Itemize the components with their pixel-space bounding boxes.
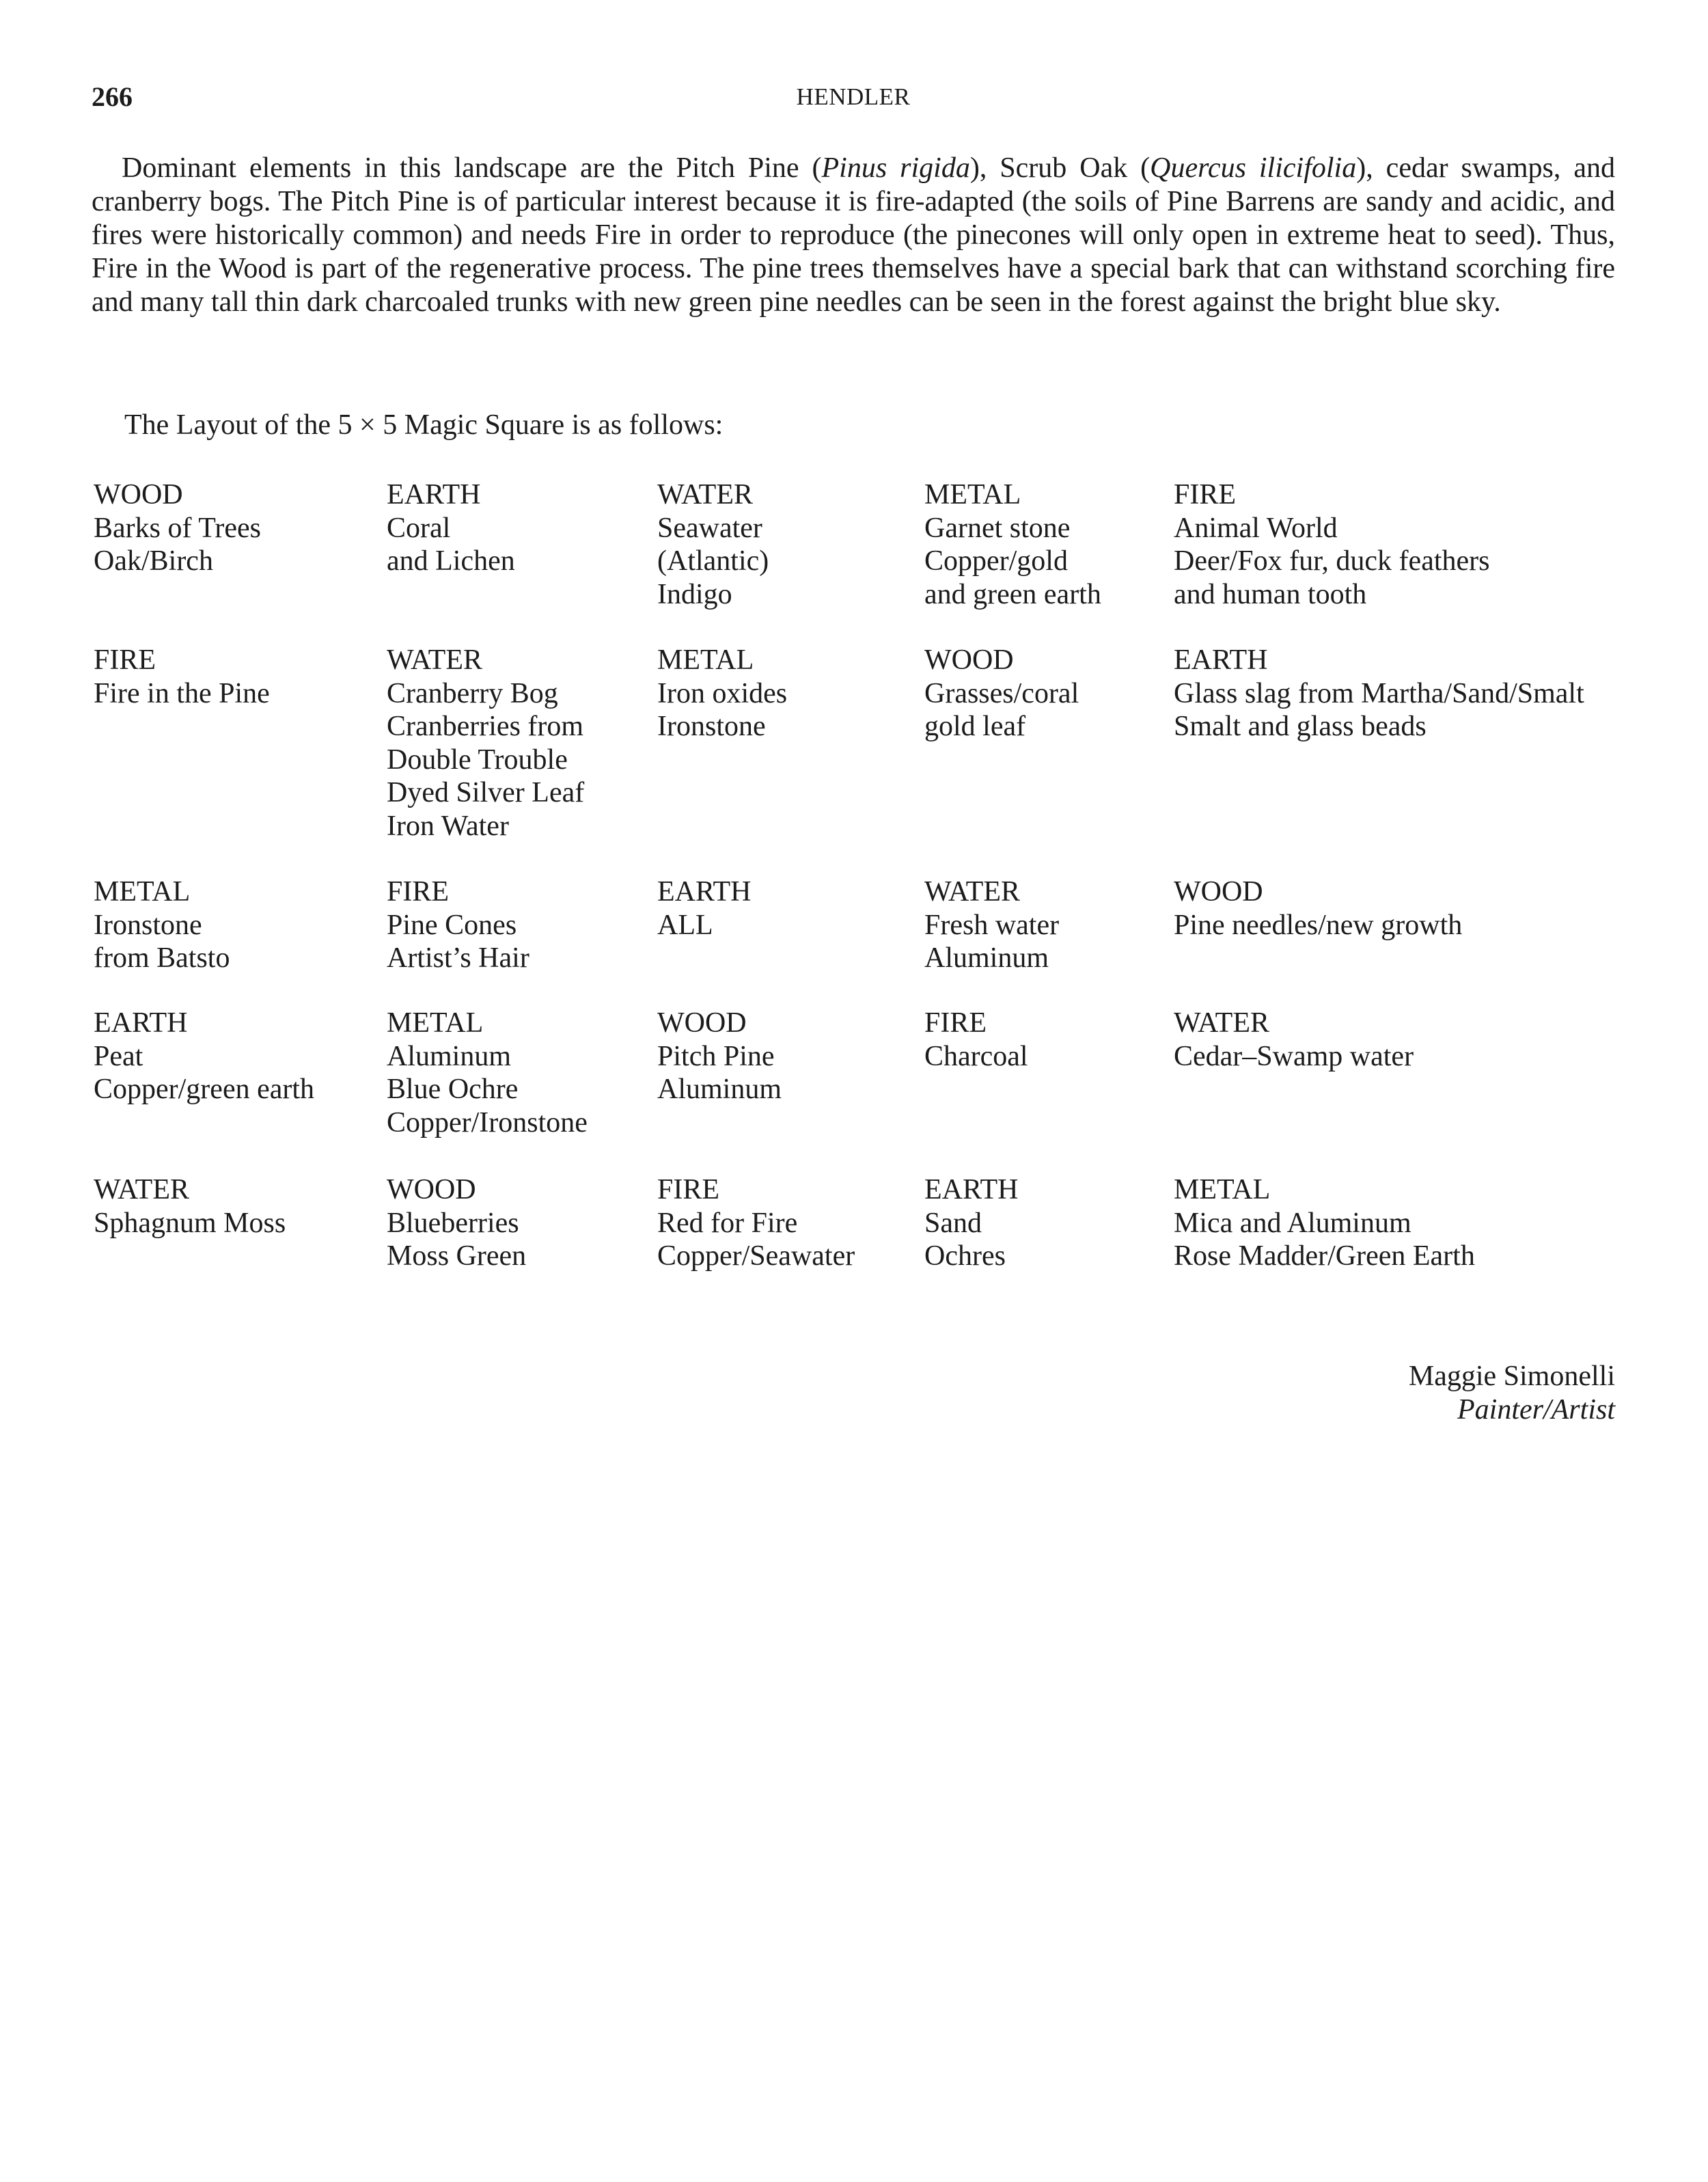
magic-square-cell (1174, 644, 1584, 744)
cell-element-heading: FIRE (657, 1174, 720, 1205)
oak-latin-name: Quercus ilicifolia (1150, 152, 1357, 184)
cell-material-line: Garnet stone (924, 512, 1071, 544)
cell-material-line: Copper/green earth (94, 1074, 315, 1105)
cell-material-line: Cedar–Swamp water (1174, 1040, 1414, 1072)
author-name: Maggie Simonelli (1408, 1361, 1615, 1392)
magic-square-cell (94, 478, 261, 578)
cell-material-line: Ochres (924, 1240, 1006, 1272)
cell-material-line: Copper/Ironstone (387, 1106, 588, 1138)
cell-material-line: Sand (924, 1207, 982, 1239)
cell-material-line: Iron Water (387, 810, 509, 842)
cell-material-line: Aluminum (924, 942, 1049, 974)
paragraph-text-1: Dominant elements in this landscape are the Pitch Pine ( (122, 152, 822, 184)
cell-material-line: Ironstone (657, 711, 766, 742)
cell-material-line: Ironstone (94, 909, 202, 941)
magic-square-cell (1174, 1007, 1414, 1073)
page-header (92, 81, 1615, 122)
cell-material-line: Aluminum (387, 1040, 512, 1072)
cell-material-line: gold leaf (924, 711, 1026, 742)
magic-square-cell (657, 644, 787, 744)
cell-material-line: Blueberries (387, 1207, 519, 1239)
cell-material-line: and green earth (924, 578, 1101, 610)
magic-square-cell (94, 1007, 314, 1106)
cell-material-line: Iron oxides (657, 677, 788, 709)
cell-material-line: from Batsto (94, 942, 230, 974)
magic-square-cell (657, 1007, 782, 1106)
pine-latin-name: Pinus rigida (821, 152, 970, 184)
cell-material-line: Dyed Silver Leaf (387, 777, 585, 808)
cell-material-line: Double Trouble (387, 744, 568, 776)
cell-element-heading: FIRE (94, 644, 156, 676)
running-head: HENDLER (796, 83, 911, 110)
paragraph-text-2: ), Scrub Oak ( (969, 152, 1151, 184)
cell-element-heading: FIRE (1174, 479, 1237, 510)
cell-material-line: Pitch Pine (657, 1040, 775, 1072)
magic-square-cell (924, 644, 1079, 744)
cell-material-line: Glass slag from Martha/Sand/Smalt (1174, 677, 1584, 709)
magic-square-cell (924, 1173, 1018, 1273)
magic-square-cell (924, 875, 1059, 975)
cell-element-heading: EARTH (657, 876, 752, 908)
magic-square-cell (387, 644, 584, 843)
cell-element-heading: WOOD (924, 644, 1014, 676)
cell-element-heading: EARTH (94, 1007, 188, 1039)
cell-material-line: Grasses/coral (924, 677, 1079, 709)
magic-square-cell (387, 1007, 588, 1139)
cell-material-line: Fire in the Pine (94, 677, 270, 709)
cell-material-line: Moss Green (387, 1240, 527, 1272)
page-number: 266 (92, 81, 133, 112)
cell-material-line: Deer/Fox fur, duck feathers (1174, 545, 1490, 577)
cell-material-line: Copper/Seawater (657, 1240, 855, 1272)
signature-block (1409, 1360, 1615, 1426)
cell-material-line: Mica and Aluminum (1174, 1207, 1411, 1239)
magic-square-cell (657, 478, 769, 611)
cell-material-line: and Lichen (387, 545, 515, 577)
cell-material-line: Indigo (657, 578, 732, 610)
author-role: Painter/Artist (1457, 1393, 1615, 1426)
cell-material-line: Oak/Birch (94, 545, 213, 577)
paragraph-text-3: ), cedar swamps, and cranberry bogs. The Pitch Pine is of particular interest because it is fire-adapted (the soils of Pine Barrens are sandy and acidic, and fires were historically common) and needs Fire in order to reproduce (the pinecones will only open in extreme heat to seed). Thus, Fire in the Wood is part of the regenerative process. The pine trees themselves have a special bark that can withstand scorching fire and many tall thin dark charcoaled trunks with new green pine needles can be seen in the forest against the bright blue sky. (92, 152, 1615, 318)
cell-material-line: Coral (387, 512, 451, 544)
cell-material-line: Rose Madder/Green Earth (1174, 1240, 1475, 1272)
cell-material-line: ALL (657, 909, 713, 941)
magic-square-cell (387, 1173, 526, 1273)
cell-material-line: Sphagnum Moss (94, 1207, 286, 1239)
magic-square-cell (387, 875, 529, 975)
body-paragraph (92, 152, 1615, 319)
magic-square-cell (94, 875, 230, 975)
cell-material-line: (Atlantic) (657, 545, 769, 577)
magic-square-cell (94, 1173, 286, 1240)
cell-element-heading: WOOD (94, 479, 183, 510)
cell-element-heading: EARTH (387, 479, 481, 510)
cell-element-heading: METAL (924, 479, 1021, 510)
cell-material-line: Blue Ochre (387, 1074, 519, 1105)
cell-material-line: Seawater (657, 512, 762, 544)
cell-material-line: and human tooth (1174, 578, 1367, 610)
cell-element-heading: WATER (94, 1174, 189, 1205)
magic-square-intro: The Layout of the 5 × 5 Magic Square is as follows: (124, 409, 724, 441)
magic-square-cell (1174, 1173, 1475, 1273)
cell-material-line: Barks of Trees (94, 512, 262, 544)
cell-material-line: Peat (94, 1040, 143, 1072)
cell-material-line: Animal World (1174, 512, 1338, 544)
cell-element-heading: WOOD (1174, 876, 1263, 908)
cell-element-heading: WOOD (387, 1174, 476, 1205)
cell-material-line: Cranberry Bog (387, 677, 558, 709)
cell-element-heading: WATER (657, 479, 753, 510)
cell-element-heading: EARTH (1174, 644, 1268, 676)
cell-material-line: Pine Cones (387, 909, 517, 941)
cell-material-line: Artist’s Hair (387, 942, 529, 974)
cell-element-heading: METAL (387, 1007, 484, 1039)
cell-element-heading: METAL (657, 644, 754, 676)
cell-element-heading: METAL (94, 876, 191, 908)
cell-element-heading: FIRE (387, 876, 450, 908)
cell-material-line: Fresh water (924, 909, 1060, 941)
cell-element-heading: WATER (924, 876, 1020, 908)
cell-material-line: Pine needles/new growth (1174, 909, 1463, 941)
cell-element-heading: WATER (1174, 1007, 1269, 1039)
cell-material-line: Charcoal (924, 1040, 1028, 1072)
magic-square-cell (1174, 875, 1462, 942)
cell-element-heading: FIRE (924, 1007, 987, 1039)
cell-material-line: Cranberries from (387, 711, 584, 742)
cell-element-heading: METAL (1174, 1174, 1271, 1205)
magic-square-cell (924, 478, 1101, 611)
magic-square-cell (94, 644, 270, 710)
magic-square-cell (924, 1007, 1028, 1073)
cell-element-heading: WATER (387, 644, 482, 676)
magic-square-cell (387, 478, 515, 578)
magic-square-cell (657, 875, 751, 942)
cell-material-line: Aluminum (657, 1074, 782, 1105)
magic-square-cell (657, 1173, 855, 1273)
cell-material-line: Copper/gold (924, 545, 1068, 577)
cell-material-line: Red for Fire (657, 1207, 798, 1239)
cell-material-line: Smalt and glass beads (1174, 711, 1427, 742)
cell-element-heading: WOOD (657, 1007, 747, 1039)
cell-element-heading: EARTH (924, 1174, 1019, 1205)
magic-square-cell (1174, 478, 1489, 611)
